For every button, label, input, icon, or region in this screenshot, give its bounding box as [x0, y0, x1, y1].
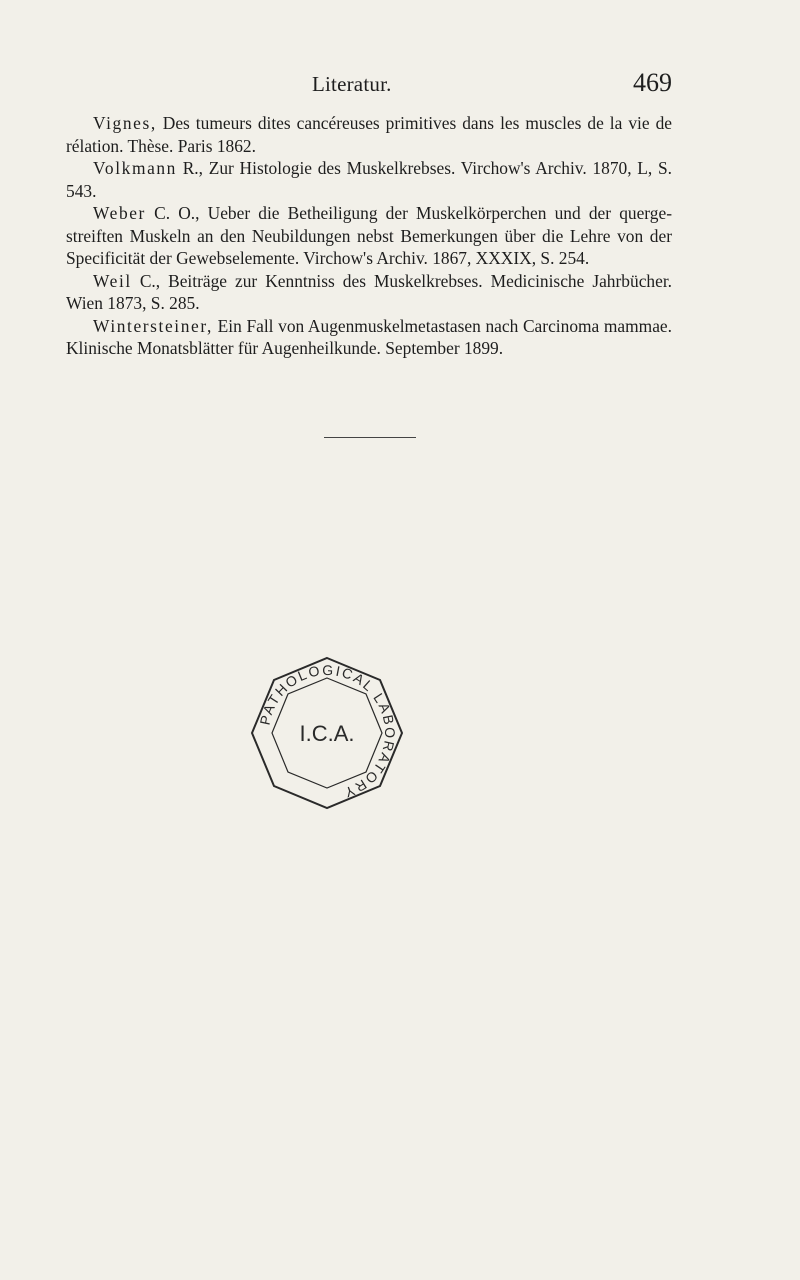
- reference-entry: [66, 270, 672, 315]
- reference-entry: [66, 202, 672, 270]
- reference-author: Volkmann: [93, 158, 177, 178]
- reference-text: R., Zur Histologie des Muskelkrebses. Virchow's Archiv. 1870, L, S. 543.: [66, 158, 672, 201]
- stamp-center-text: I.C.A.: [299, 721, 355, 746]
- reference-author: Wintersteiner,: [93, 315, 213, 336]
- stamp-ring-text: PATHOLOGICAL LABORATORY: [256, 661, 399, 802]
- library-stamp: [246, 652, 408, 814]
- page-number: 469: [633, 68, 672, 97]
- reference-entry: [66, 315, 672, 360]
- reference-text: Ein Fall von Augenmuskelmetastasen nach Carcinoma mammae. Klinische Monatsblätter für Augenheilkunde. September 1899.: [66, 315, 672, 358]
- reference-entry: [66, 157, 672, 202]
- reference-author: Weil: [93, 270, 132, 291]
- reference-text: Des tumeurs dites cancéreuses primitives dans les muscles de la vie de rélation. Thèse. Paris 1862.: [66, 113, 672, 156]
- running-title: Literatur.: [312, 72, 392, 96]
- reference-author: Vignes,: [93, 113, 157, 133]
- reference-entry: [66, 112, 672, 157]
- reference-author: Weber: [93, 203, 146, 223]
- section-divider: [324, 437, 416, 438]
- reference-list: [66, 112, 672, 360]
- reference-text: C., Beiträge zur Kenntniss des Muskelkrebses. Medicinische Jahrbücher. Wien 1873, S. 285.: [66, 270, 672, 313]
- reference-text: C. O., Ueber die Betheiligung der Muskelkörperchen und der querge-streiften Muskeln an den Neubildungen nebst Bemerkungen über die Lehre von der Specificität der Gewebselemente. Virchow's Archiv. 1867, XXXIX, S. 254.: [66, 203, 672, 268]
- page-header: [312, 68, 672, 100]
